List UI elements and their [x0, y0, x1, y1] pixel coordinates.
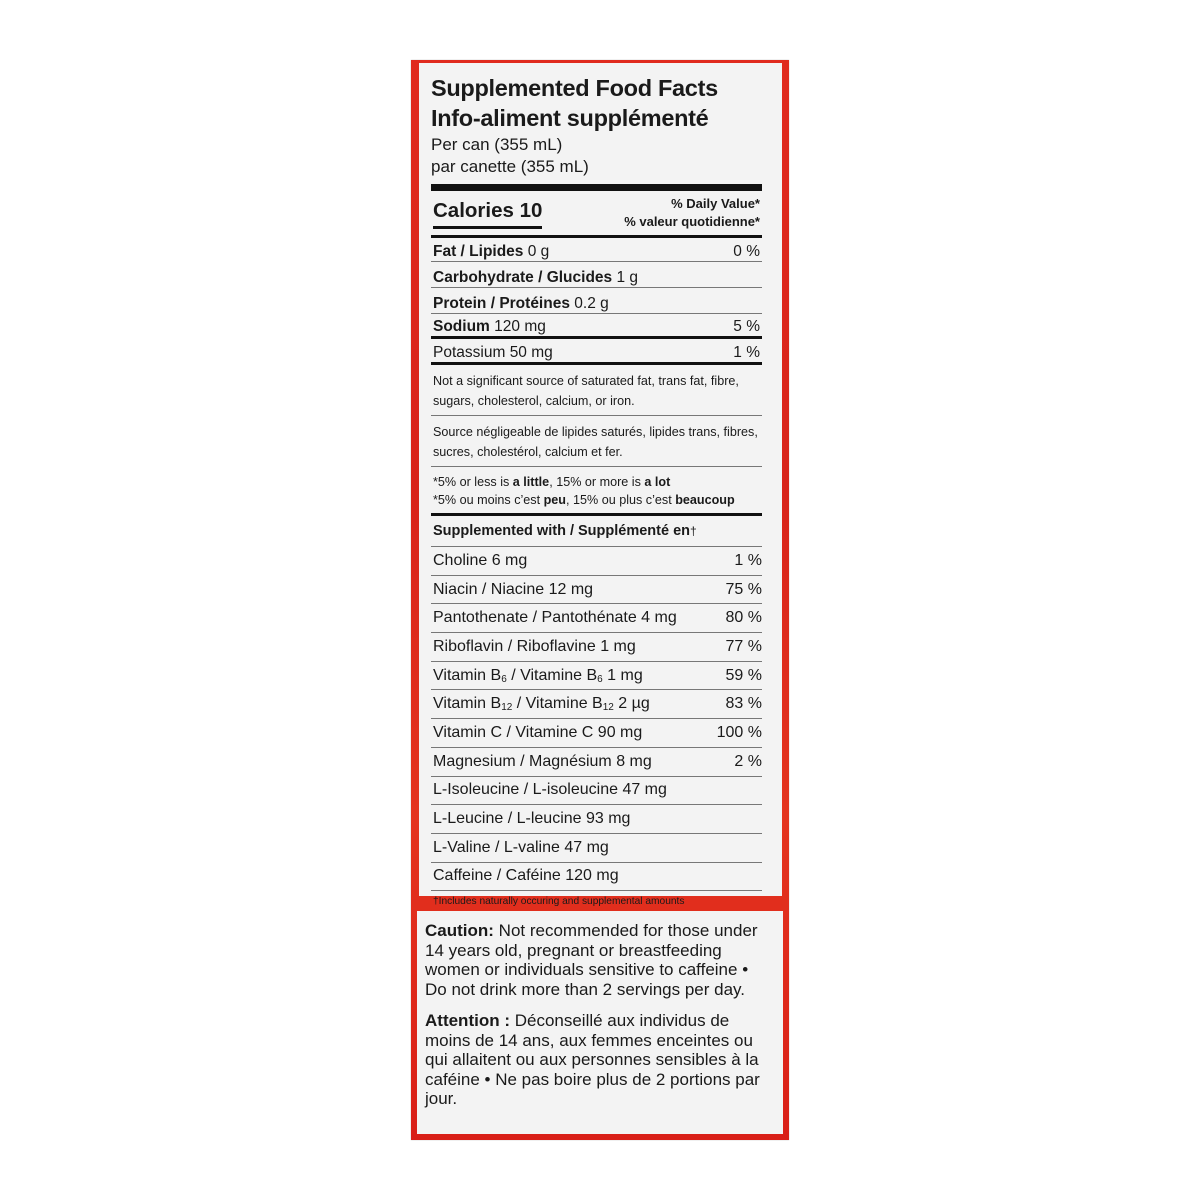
nutrient-row-protein: [431, 287, 762, 313]
nutrient-name: Sodium: [433, 318, 490, 335]
nutrient-name: Protein / Protéines: [433, 295, 570, 312]
daily-value-fr: % valeur quotidienne*: [624, 214, 760, 229]
supplement-name: L-Leucine / L-leucine 93 mg: [433, 810, 631, 828]
daily-value-heading: [624, 195, 760, 231]
daily-value-en: % Daily Value*: [671, 196, 760, 211]
supplement-row: [431, 748, 762, 777]
supplement-dv: 77 %: [725, 637, 762, 655]
supplement-row: [431, 777, 762, 806]
nutrient-name: Fat / Lipides: [433, 243, 524, 260]
supplement-name: Vitamin C / Vitamine C 90 mg: [433, 723, 643, 741]
supplement-dv: 75 %: [725, 580, 762, 598]
supplement-name: Niacin / Niacine 12 mg: [433, 580, 594, 598]
supplemented-heading: [431, 516, 762, 547]
supplement-name: Pantothenate / Pantothénate 4 mg: [433, 609, 677, 627]
nutrient-row-sodium: [431, 313, 762, 339]
nutrition-facts-panel: [419, 63, 782, 908]
supplement-name: Magnesium / Magnésium 8 mg: [433, 752, 652, 770]
supplement-row: [431, 604, 762, 633]
supplement-name: L-Isoleucine / L-isoleucine 47 mg: [433, 781, 667, 799]
nutrient-row-fat: [431, 235, 762, 261]
supplement-row: [431, 547, 762, 576]
calories: Calories 10: [433, 199, 542, 229]
caution-en: [425, 921, 773, 999]
caution-fr: [425, 1011, 773, 1109]
supplement-dv: 83 %: [725, 695, 762, 713]
nutrient-amount: 120 mg: [494, 318, 546, 335]
footnote-fr: [433, 491, 760, 509]
serving-fr: par canette (355 mL): [431, 157, 589, 176]
serving-en: Per can (355 mL): [431, 135, 563, 154]
footnote-en-a: *5% or less is: [433, 475, 513, 489]
supplement-row: [431, 662, 762, 691]
nutrient-dv: 1 %: [733, 344, 760, 361]
footnote: [431, 466, 762, 516]
footnote-en-c: , 15% or more is: [549, 475, 645, 489]
footnote-en-b: a little: [512, 475, 550, 489]
supplement-dv: 59 %: [725, 666, 762, 684]
calories-row: [431, 184, 762, 235]
supplement-row: [431, 633, 762, 662]
supplement-dv: 100 %: [716, 723, 762, 741]
supplement-dv: 80 %: [725, 609, 762, 627]
supplement-dv: 1 %: [734, 551, 762, 569]
supplement-dv: 2 %: [734, 752, 762, 770]
supplement-name: Caffeine / Caféine 120 mg: [433, 867, 619, 885]
nutrient-amount: 0 g: [527, 243, 550, 260]
footnote-fr-c: , 15% ou plus c’est: [566, 493, 676, 507]
supplement-name: Choline 6 mg: [433, 551, 528, 569]
caution-en-text: Not recommended for those under 14 years old, pregnant or breastfeeding women or individuals sensitive to caffeine • Do not drink more than 2 servings per day.: [425, 921, 758, 999]
nutrient-dv: 0 %: [733, 243, 760, 260]
title-en: Supplemented Food Facts: [431, 75, 718, 101]
footnote-en: [433, 473, 760, 491]
supplement-list: [431, 547, 762, 891]
footnote-fr-d: beaucoup: [675, 493, 735, 507]
note-en: Not a significant source of saturated fat, trans fat, fibre, sugars, cholesterol, calcium, or iron.: [433, 374, 739, 408]
nutrient-row-carbohydrate: [431, 261, 762, 287]
supplement-name: Riboflavin / Riboflavine 1 mg: [433, 637, 636, 655]
supplement-row: [431, 863, 762, 892]
supplement-name: Vitamin $B_{12}$ / Vitamine $B_{12}$ 2 µg: [433, 695, 650, 714]
caution-panel: [417, 911, 783, 1134]
nutrient-name: Carbohydrate / Glucides: [433, 269, 613, 286]
dagger-note-en: †Includes naturally occuring and supplemental amounts: [433, 896, 685, 908]
caution-fr-label: Attention :: [425, 1011, 510, 1030]
nutrient-amount: 0.2 g: [574, 295, 609, 312]
dagger-mark: †: [690, 524, 697, 538]
supplemented-heading-text: Supplemented with / Supplémenté en: [433, 523, 690, 539]
caution-en-label: Caution:: [425, 921, 494, 940]
supplement-row: [431, 805, 762, 834]
footnote-en-d: a lot: [644, 475, 671, 489]
supplement-name: Vitamin $B_6$ / Vitamine $B_6$ 1 mg: [433, 666, 643, 685]
note-fr: Source négligeable de lipides saturés, lipides trans, fibres, sucres, cholestérol, calcium et fer.: [431, 415, 762, 466]
nutrient-dv: 5 %: [733, 318, 760, 335]
title-fr: Info-aliment supplémenté: [431, 105, 709, 131]
nutrient-row-potassium: [431, 339, 762, 365]
footnote-fr-a: *5% ou moins c’est: [433, 493, 544, 507]
supplement-row: [431, 834, 762, 863]
supplement-row: [431, 719, 762, 748]
supplement-row: [431, 576, 762, 605]
footnote-fr-b: peu: [543, 493, 566, 507]
nutrient-amount: 50 mg: [509, 344, 553, 361]
nutrient-name: Potassium: [433, 344, 506, 361]
caution-fr-text: Déconseillé aux individus de moins de 14 ans, aux femmes enceintes ou qui allaitent ou aux personnes sensibles à la caféine • Ne pas boire plus de 2 portions par jour.: [425, 1011, 760, 1108]
supplement-name: L-Valine / L-valine 47 mg: [433, 838, 609, 856]
nutrient-amount: 1 g: [616, 269, 639, 286]
supplement-row: [431, 690, 762, 719]
